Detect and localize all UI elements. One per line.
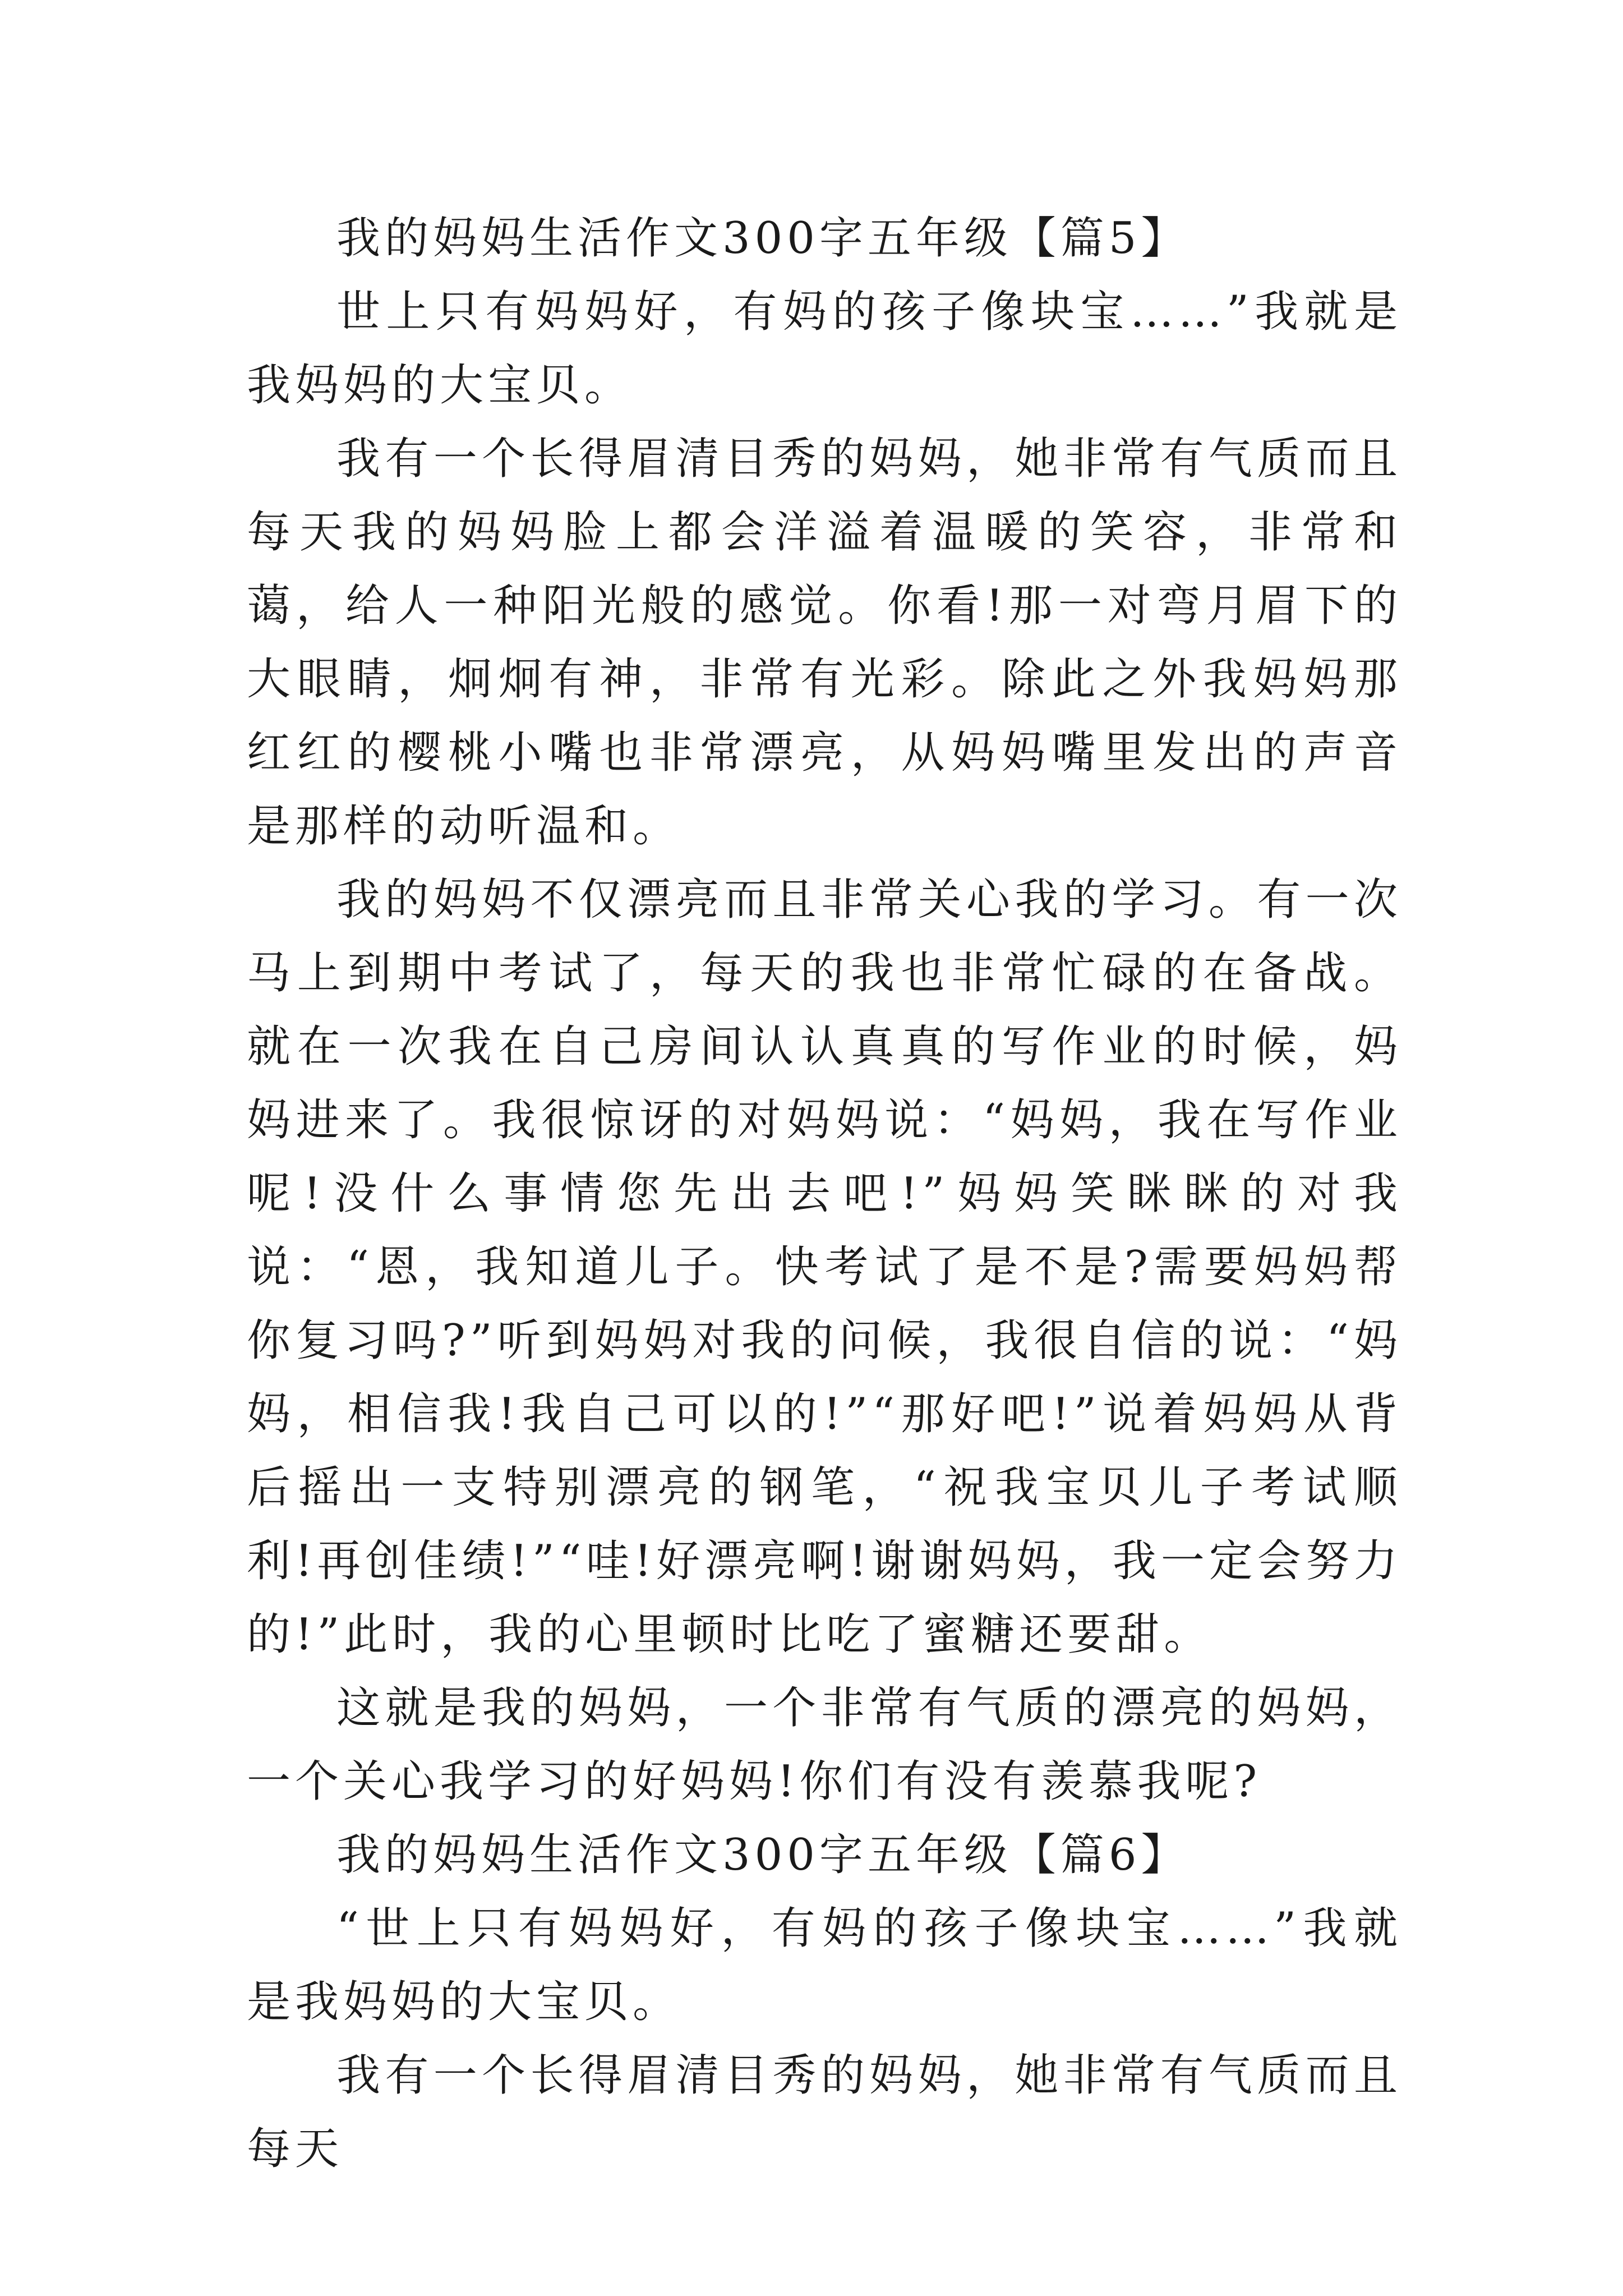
paragraph: “世上只有妈妈好，有妈的孩子像块宝……”我就是我妈妈的大宝贝。 [247,1903,1402,2027]
section-heading-5: 我的妈妈生活作文300字五年级【篇5】 [336,213,1189,264]
paragraph: 我有一个长得眉清目秀的妈妈，她非常有气质而且每天我的妈妈脸上都会洋溢着温暖的笑容，非常和蔼，给人一种阳光般的感觉。你看!那一对弯月眉下的大眼睛，炯炯有神，非常有光彩。除此之外我妈妈那红红的樱桃小嘴也非常漂亮，从妈妈嘴里发出的声音是那样的动听温和。 [247,434,1402,852]
section-heading-6: 我的妈妈生活作文300字五年级【篇6】 [336,1830,1189,1880]
paragraph: 我的妈妈不仅漂亮而且非常关心我的学习。有一次马上到期中考试了，每天的我也非常忙碌的在备战。就在一次我在自己房间认认真真的写作业的时候，妈妈进来了。我很惊讶的对妈妈说：“妈妈，我在写作业呢!没什么事情您先出去吧!”妈妈笑眯眯的对我说：“恩，我知道儿子。快考试了是不是?需要妈妈帮你复习吗?”听到妈妈对我的问候，我很自信的说：“妈妈，相信我!我自己可以的!”“那好吧!”说着妈妈从背后摇出一支特别漂亮的钢笔，“祝我宝贝儿子考试顺利!再创佳绩!”“哇!好漂亮啊!谢谢妈妈，我一定会努力的!”此时，我的心里顿时比吃了蜜糖还要甜。 [247,875,1402,1660]
document-body [247,202,1402,2186]
paragraph: 这就是我的妈妈，一个非常有气质的漂亮的妈妈，一个关心我学习的好妈妈!你们有没有羡慕我呢? [247,1683,1402,1807]
paragraph: 世上只有妈妈好，有妈的孩子像块宝……”我就是我妈妈的大宝贝。 [247,287,1402,411]
paragraph: 我有一个长得眉清目秀的妈妈，她非常有气质而且每天 [247,2050,1402,2174]
